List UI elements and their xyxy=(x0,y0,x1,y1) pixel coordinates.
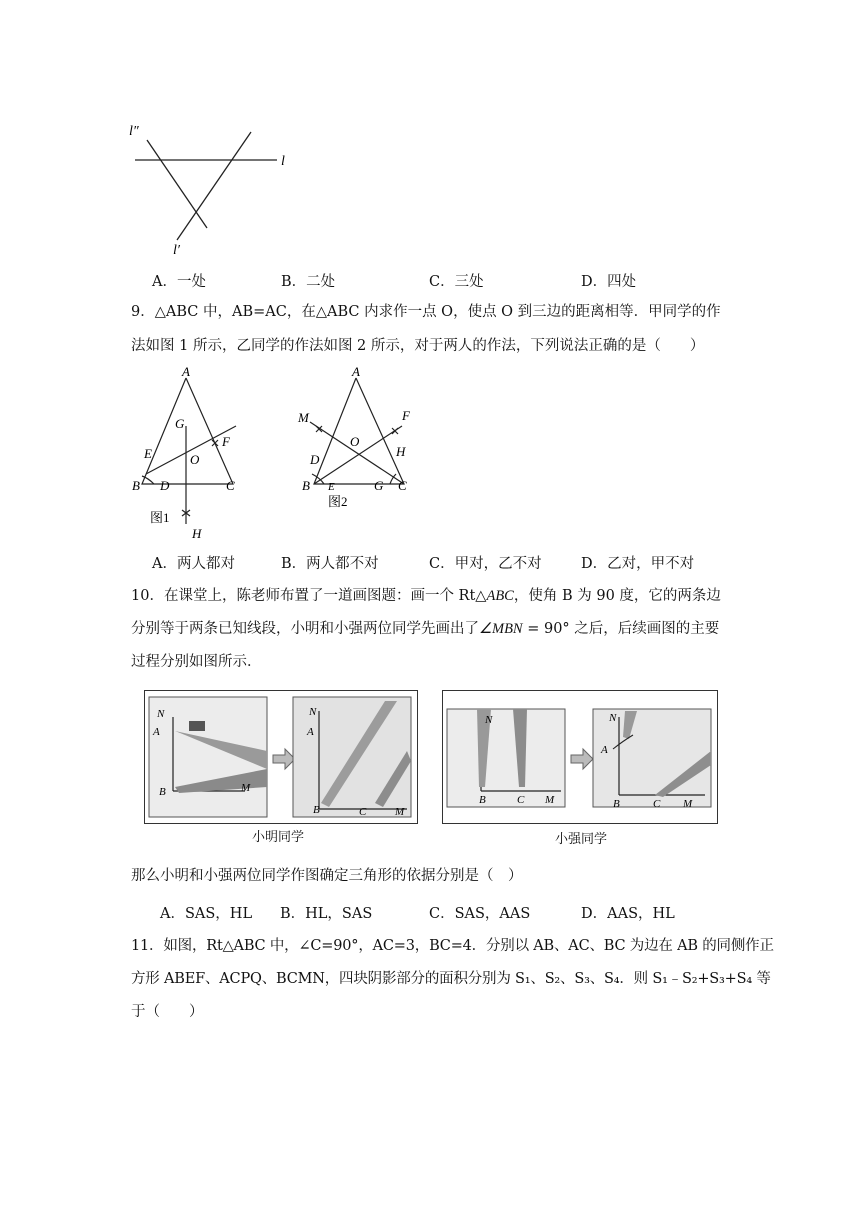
q10-option-b[interactable]: B．HL，SAS xyxy=(280,906,373,922)
q9-option-d[interactable]: D．乙对，甲不对 xyxy=(581,556,695,572)
q10-line1-abc: ABC xyxy=(486,588,514,604)
label-l: l xyxy=(281,154,285,169)
triangle-abc xyxy=(142,378,233,484)
fig2-label-c: C xyxy=(398,478,407,493)
q9-text-line1: 9．△ABC 中，AB=AC，在△ABC 内求作一点 O，使点 O 到三边的距离相等．甲同学的作 xyxy=(131,304,721,320)
fig2-label-d: D xyxy=(310,452,320,467)
fig2-label-a: A xyxy=(352,364,360,379)
fig2-label-m: M xyxy=(298,410,309,425)
cross-mark-f xyxy=(212,440,218,446)
fig2-label-h: H xyxy=(396,444,406,459)
q9-figure-2 xyxy=(292,364,422,514)
q11-text-line3: 于（ ） xyxy=(131,1004,204,1020)
q11-text-line1: 11．如图，Rt△ABC 中，∠C=90°，AC=3，BC=4．分别以 AB、AC、BC 为边在 AB 的同侧作正 xyxy=(131,938,774,954)
q10-line2-angle: ∠MBN xyxy=(479,621,523,637)
p2-label-c: C xyxy=(359,806,367,818)
q10-text-line3: 过程分别如图所示． xyxy=(131,654,262,670)
q10-panel-xiaoqiang xyxy=(442,690,718,824)
fig1-label-e: E xyxy=(144,446,152,461)
q9-option-b[interactable]: B．两人都不对 xyxy=(281,556,379,572)
fig1-label-c: C xyxy=(226,478,235,493)
p1-label-m: M xyxy=(241,782,251,794)
cross-mark-f xyxy=(392,428,398,434)
fig2-label-g: G xyxy=(374,478,384,493)
p1-label-n: N xyxy=(157,708,165,720)
q10-caption-xiaoqiang: 小强同学 xyxy=(555,832,608,847)
q9-text-line2: 法如图 1 所示，乙同学的作法如图 2 所示，对于两人的作法，下列说法正确的是（ ） xyxy=(131,338,705,354)
q10-option-c[interactable]: C．SAS，AAS xyxy=(429,906,531,922)
line-l2 xyxy=(147,140,207,228)
p1-label-a: A xyxy=(153,726,160,738)
fig1-label-h: H xyxy=(192,526,202,541)
q10-line1-part3: ，使角 B 为 90 度，它的两条边 xyxy=(513,588,721,604)
p4-label-n: N xyxy=(609,712,617,724)
q8-option-a[interactable]: A．一处 xyxy=(152,274,206,290)
q10-text-line1 xyxy=(131,586,721,606)
arrow-icon xyxy=(571,749,593,769)
p1-label-b: B xyxy=(159,786,166,798)
label-l1: l′ xyxy=(173,243,180,258)
label-l2: l″ xyxy=(129,124,139,139)
fig2-label-b: B xyxy=(302,478,310,493)
p2-label-n: N xyxy=(309,706,317,718)
p3-label-b: B xyxy=(479,794,486,806)
q10-question: 那么小明和小强两位同学作图确定三角形的依据分别是（ ） xyxy=(131,868,523,884)
fig1-label-a: A xyxy=(182,364,190,379)
p2-label-a: A xyxy=(307,726,314,738)
xiaoqiang-photos xyxy=(443,691,717,823)
fig2-label-e: E xyxy=(328,481,335,493)
p2-label-b: B xyxy=(313,804,320,816)
q8-option-b[interactable]: B．二处 xyxy=(281,274,336,290)
fig2-label-o: O xyxy=(350,434,360,449)
q10-caption-xiaoming: 小明同学 xyxy=(252,830,305,845)
q10-panel-xiaoming xyxy=(144,690,418,824)
q8-lines-figure xyxy=(125,118,295,258)
xiaoming-photos xyxy=(145,691,417,823)
q10-line1-part1: 10．在课堂上，陈老师布置了一道画图题：画一个 Rt△ xyxy=(131,588,487,604)
q10-option-a[interactable]: A．SAS，HL xyxy=(160,906,253,922)
fig1-label-b: B xyxy=(132,478,140,493)
p4-label-c: C xyxy=(653,798,661,810)
fig2-label-f: F xyxy=(402,408,410,423)
q9-figure-1 xyxy=(128,364,248,544)
q8-option-d[interactable]: D．四处 xyxy=(581,274,637,290)
fig1-label-o: O xyxy=(190,452,200,467)
triangle-abc xyxy=(314,378,404,484)
line-l1 xyxy=(177,132,251,240)
p2-label-m: M xyxy=(395,806,405,818)
p4-label-m: M xyxy=(683,798,693,810)
q9-option-c[interactable]: C．甲对，乙不对 xyxy=(429,556,542,572)
fig1-label-g: G xyxy=(175,416,185,431)
fig1-label-d: D xyxy=(160,478,170,493)
p3-label-c: C xyxy=(517,794,525,806)
q10-line2-part3: = 90° 之后，后续画图的主要 xyxy=(522,621,720,637)
q10-option-d[interactable]: D．AAS，HL xyxy=(581,906,675,922)
q11-text-line2: 方形 ABEF、ACPQ、BCMN，四块阴影部分的面积分别为 S₁、S₂、S₃、S₄．则 S₁﹣S₂+S₃+S₄ 等 xyxy=(131,971,771,987)
q10-line2-part1: 分别等于两条已知线段，小明和小强两位同学先画出了 xyxy=(131,621,479,637)
fig1-label-f: F xyxy=(222,434,230,449)
fig2-caption: 图2 xyxy=(328,494,348,509)
q8-option-c[interactable]: C．三处 xyxy=(429,274,484,290)
fig1-caption: 图1 xyxy=(150,510,170,525)
p4-label-a: A xyxy=(601,744,608,756)
arrow-icon xyxy=(273,749,295,769)
q9-option-a[interactable]: A．两人都对 xyxy=(152,556,235,572)
p3-label-m: M xyxy=(545,794,555,806)
p4-label-b: B xyxy=(613,798,620,810)
p3-label-n: N xyxy=(485,714,493,726)
q10-text-line2 xyxy=(131,619,719,639)
